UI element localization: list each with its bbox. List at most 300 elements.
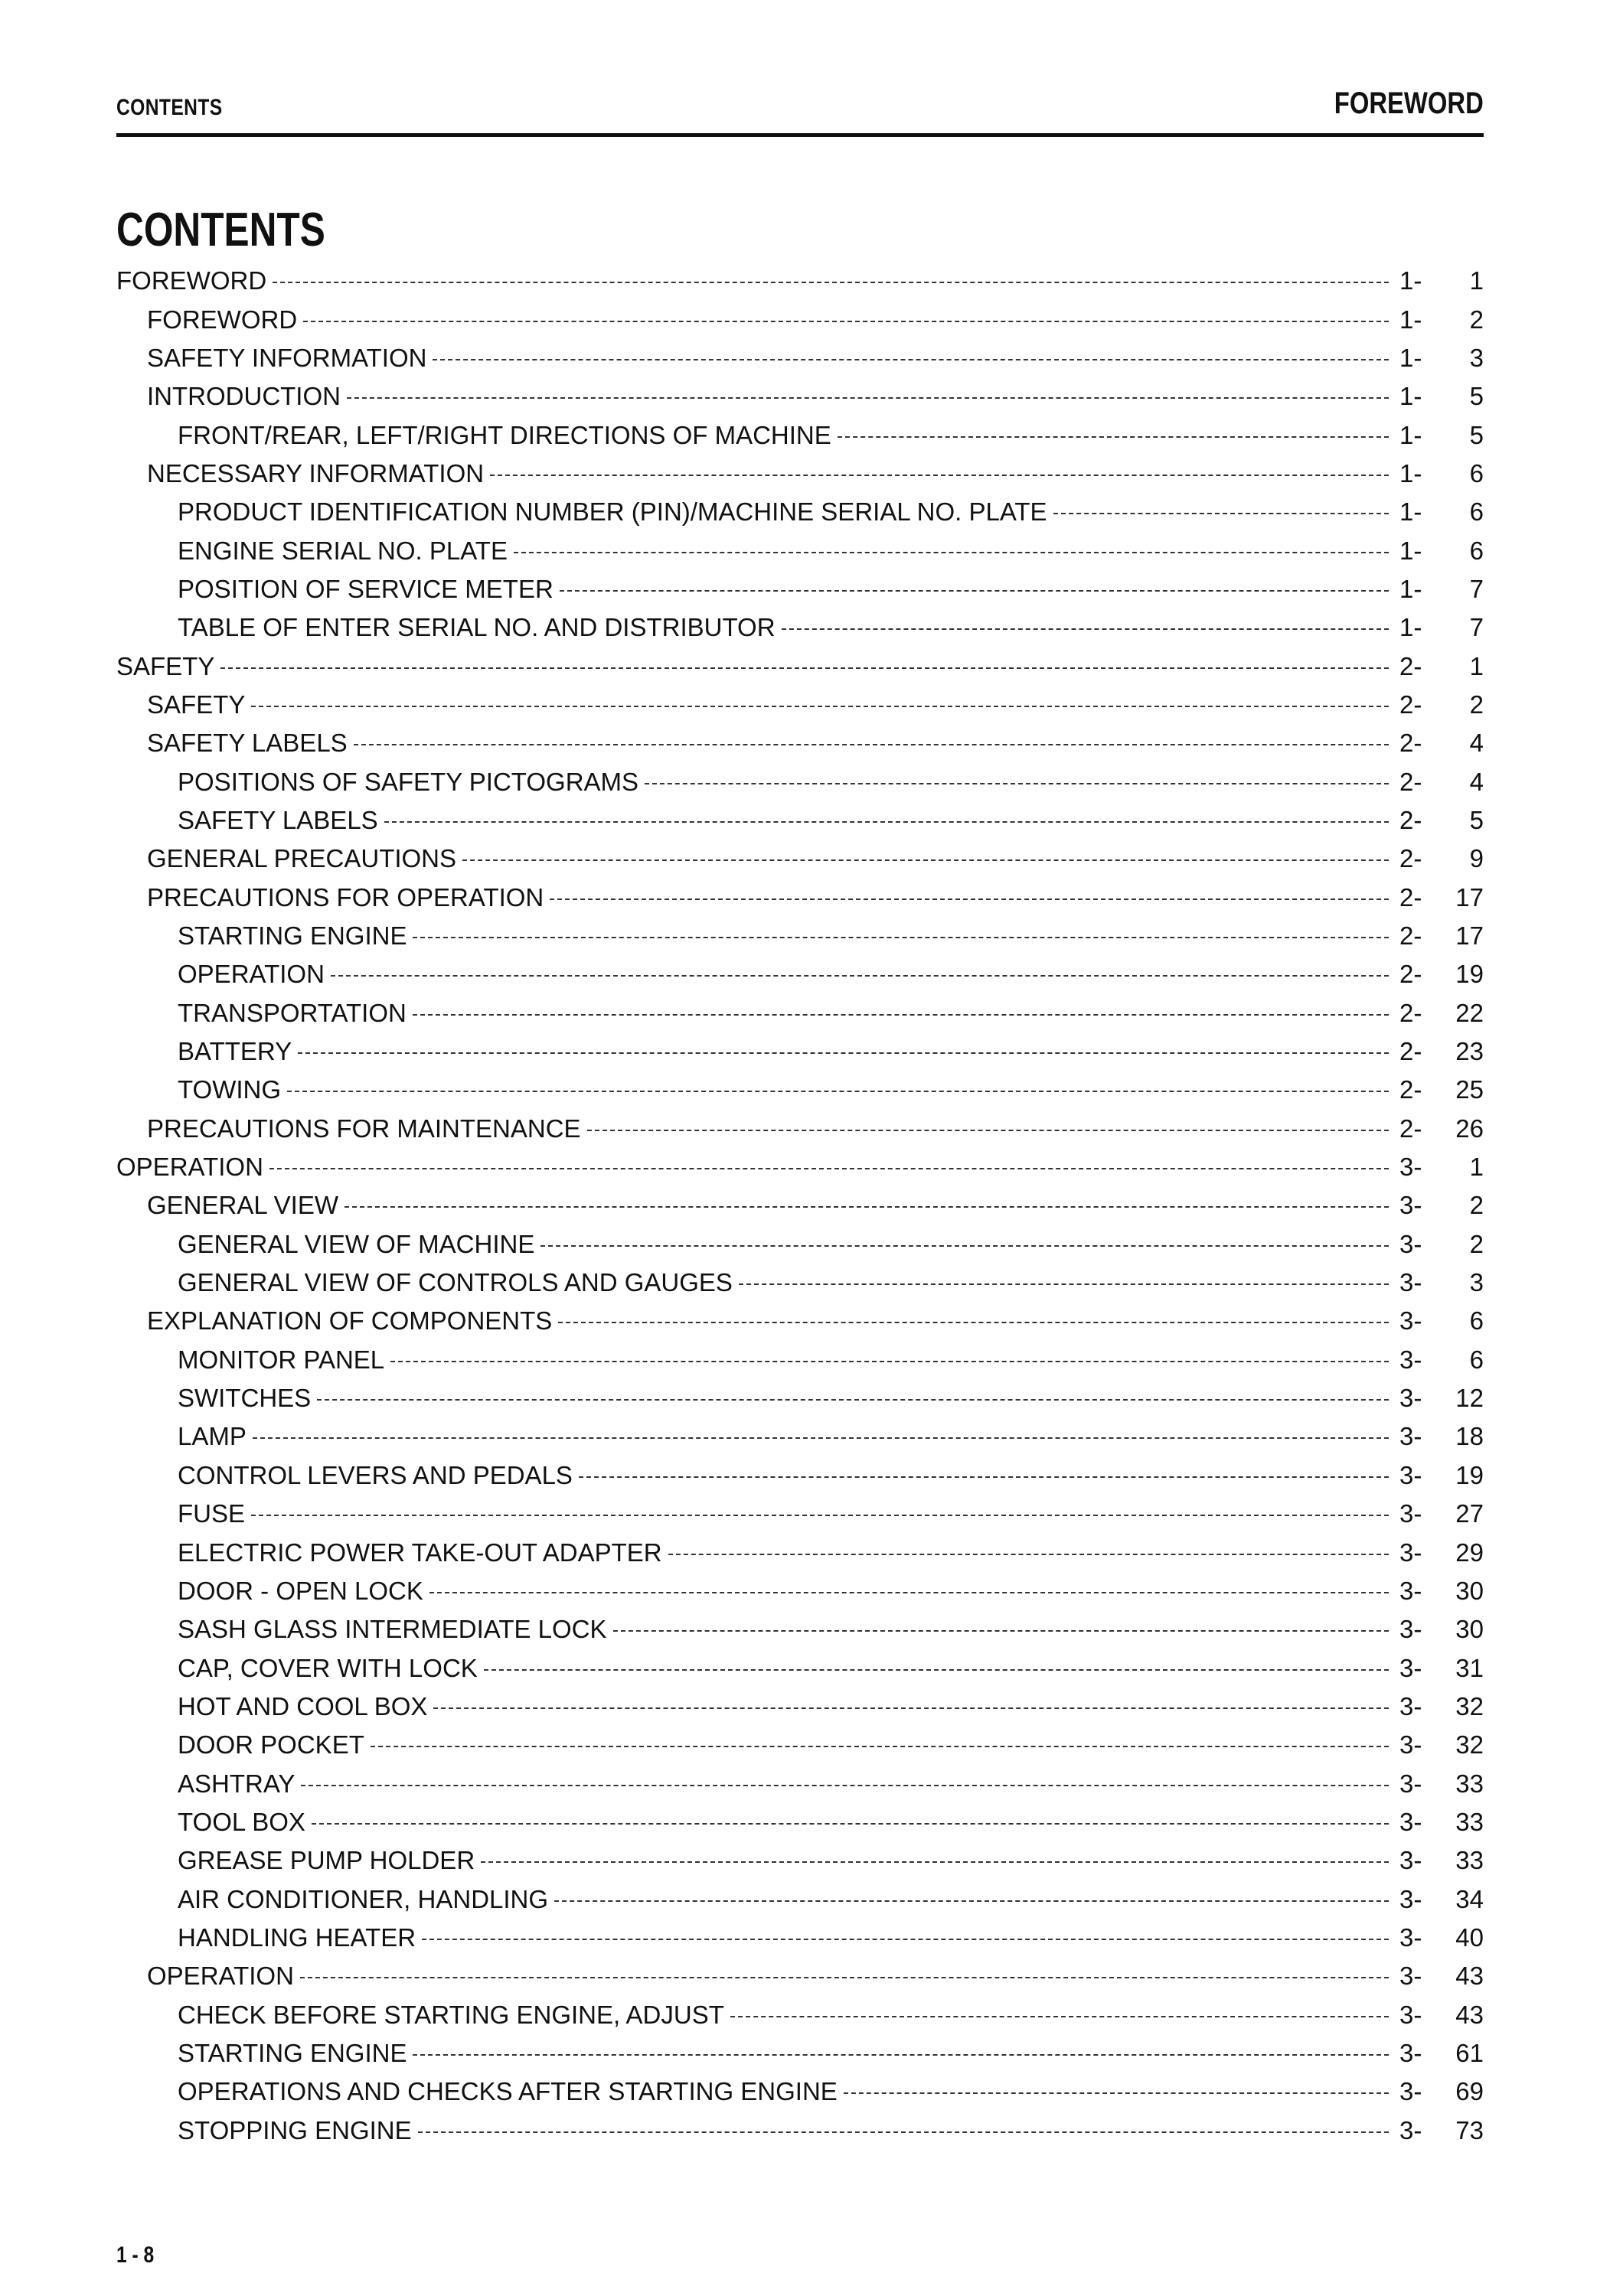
toc-entry-title: DOOR - OPEN LOCK [178,1576,423,1605]
toc-entry-title: FRONT/REAR, LEFT/RIGHT DIRECTIONS OF MACHINE [178,420,831,449]
toc-entry-page-ref [1399,1114,1484,1143]
toc-entry-chapter: 3- [1399,1153,1422,1182]
toc-entry-page-ref [1399,344,1484,373]
toc-entry-title: SAFETY LABELS [178,805,378,834]
toc-entry-page-ref [1399,1461,1484,1490]
toc-entry-chapter: 3- [1399,1923,1422,1952]
toc-entry-page-ref [1399,1306,1484,1336]
toc-entry-page-ref [1399,1037,1484,1066]
toc-entry-page: 43 [1455,1962,1484,1991]
toc-entry-title: AIR CONDITIONER, HANDLING [178,1884,549,1913]
toc-dot-leader [540,1245,1389,1247]
toc-entry-chapter: 1- [1399,420,1422,449]
toc-entry-page: 9 [1469,844,1484,873]
toc-entry-chapter: 3- [1399,1576,1422,1605]
toc-dot-leader [782,628,1389,630]
page-title: CONTENTS [116,204,325,256]
toc-entry-page: 6 [1469,497,1484,527]
toc-entry-page-ref [1399,921,1484,951]
toc-dot-leader [303,321,1389,322]
toc-dot-leader [298,1052,1389,1054]
toc-entry-chapter: 3- [1399,2000,1422,2029]
toc-entry-page: 23 [1455,1037,1484,1066]
toc-entry[interactable] [116,686,1484,724]
toc-entry[interactable] [116,1302,1484,1340]
toc-entry[interactable] [116,1264,1484,1302]
toc-entry[interactable] [116,1726,1484,1764]
toc-entry[interactable] [116,1688,1484,1726]
toc-entry-page-ref [1399,575,1484,604]
toc-entry[interactable] [116,1764,1484,1802]
toc-entry-page-ref [1399,1191,1484,1220]
toc-dot-leader [371,1746,1389,1747]
toc-dot-leader [560,590,1389,592]
toc-entry-title: CONTROL LEVERS AND PEDALS [178,1460,573,1489]
toc-entry-chapter: 1- [1399,266,1422,295]
toc-dot-leader [433,359,1389,360]
toc-entry-title: TOOL BOX [178,1807,305,1836]
toc-entry-page: 26 [1455,1114,1484,1143]
toc-entry-page: 5 [1469,420,1484,449]
toc-dot-leader [301,1785,1389,1786]
toc-entry-chapter: 3- [1399,1884,1422,1913]
toc-entry-page-ref [1399,1692,1484,1721]
toc-entry[interactable] [116,955,1484,993]
toc-entry-chapter: 3- [1399,1345,1422,1374]
toc-entry-page-ref [1399,1538,1484,1567]
toc-entry-page-ref [1399,1730,1484,1760]
toc-dot-leader [838,436,1389,438]
toc-entry-title: TABLE OF ENTER SERIAL NO. AND DISTRIBUTOR [178,613,776,642]
toc-entry-page-ref [1399,1499,1484,1528]
toc-entry[interactable] [116,1957,1484,1995]
toc-entry-title: PRECAUTIONS FOR MAINTENANCE [147,1114,581,1143]
toc-entry-title: LAMP [178,1422,247,1451]
toc-dot-leader [514,552,1389,553]
toc-dot-leader [300,1977,1389,1978]
toc-entry-chapter: 3- [1399,1538,1422,1567]
toc-entry-title: GENERAL PRECAUTIONS [147,844,457,873]
toc-entry-title: MONITOR PANEL [178,1345,385,1374]
toc-entry[interactable] [116,300,1484,338]
toc-entry[interactable] [116,724,1484,762]
toc-entry-page-ref [1399,806,1484,835]
toc-entry-chapter: 3- [1399,1191,1422,1220]
toc-entry[interactable] [116,455,1484,493]
toc-entry-chapter: 1- [1399,574,1422,603]
toc-dot-leader [312,1823,1389,1825]
toc-entry[interactable] [116,1148,1484,1186]
toc-dot-leader [251,1515,1389,1516]
toc-entry-title: OPERATION [116,1153,263,1182]
toc-entry-page: 40 [1455,1923,1484,1952]
toc-entry-page-ref [1399,1808,1484,1837]
toc-entry-title: SAFETY LABELS [147,729,348,758]
toc-dot-leader [269,1168,1389,1169]
toc-entry-chapter: 3- [1399,1229,1422,1258]
toc-entry-chapter: 1- [1399,458,1422,488]
toc-entry-chapter: 2- [1399,1075,1422,1104]
toc-entry-chapter: 2- [1399,921,1422,951]
toc-entry-page-ref [1399,1422,1484,1451]
toc-entry-chapter: 2- [1399,882,1422,912]
toc-entry-chapter: 2- [1399,651,1422,680]
toc-entry-page: 19 [1455,960,1484,989]
toc-entry-title: TRANSPORTATION [178,998,407,1027]
toc-entry[interactable] [116,1841,1484,1880]
toc-entry-chapter: 3- [1399,1422,1422,1451]
toc-entry-title: OPERATIONS AND CHECKS AFTER STARTING ENGINE [178,2077,838,2106]
toc-entry-chapter: 3- [1399,1846,1422,1875]
toc-entry-page-ref [1399,1615,1484,1644]
toc-entry[interactable] [116,262,1484,300]
toc-entry-page-ref [1399,652,1484,681]
toc-dot-leader [251,706,1389,707]
toc-entry-page: 6 [1469,536,1484,565]
toc-entry-title: OPERATION [147,1962,294,1991]
toc-entry[interactable] [116,1803,1484,1841]
toc-entry-page-ref [1399,613,1484,642]
toc-dot-leader [253,1437,1389,1439]
toc-entry-page: 32 [1455,1691,1484,1720]
toc-entry[interactable] [116,879,1484,917]
toc-entry[interactable] [116,840,1484,878]
toc-entry-page-ref [1399,999,1484,1028]
toc-entry[interactable] [116,416,1484,454]
toc-entry[interactable] [116,1919,1484,1957]
toc-entry-page: 69 [1455,2077,1484,2106]
toc-entry-title: SAFETY [147,690,246,719]
toc-entry-page: 2 [1469,1229,1484,1258]
toc-dot-leader [287,1091,1389,1092]
toc-entry-chapter: 1- [1399,343,1422,372]
toc-entry[interactable] [116,1032,1484,1071]
toc-dot-leader [668,1554,1389,1555]
toc-entry-page-ref [1399,1230,1484,1259]
toc-entry[interactable] [116,994,1484,1032]
toc-entry[interactable] [116,1495,1484,1533]
toc-entry-page-ref [1399,690,1484,719]
toc-entry-page: 43 [1455,2000,1484,2029]
running-header-section: CONTENTS [116,95,223,120]
toc-dot-leader [739,1283,1389,1285]
toc-entry-chapter: 1- [1399,382,1422,411]
toc-entry-chapter: 3- [1399,2115,1422,2144]
toc-entry-chapter: 3- [1399,1306,1422,1336]
toc-entry-page: 6 [1469,1306,1484,1336]
toc-entry-title: INTRODUCTION [147,382,341,411]
toc-entry-page-ref [1399,768,1484,797]
toc-entry-chapter: 3- [1399,1730,1422,1760]
toc-dot-leader [317,1399,1389,1401]
toc-entry-title: FUSE [178,1499,246,1528]
toc-entry-title: TOWING [178,1075,282,1104]
toc-entry-title: OPERATION [178,960,325,989]
toc-entry[interactable] [116,1533,1484,1571]
toc-dot-leader [844,2092,1389,2094]
toc-entry-page-ref [1399,497,1484,527]
toc-entry-title: ASHTRAY [178,1769,296,1798]
toc-dot-leader [433,1707,1389,1709]
toc-entry-page: 7 [1469,574,1484,603]
toc-entry[interactable] [116,1456,1484,1495]
toc-entry-page: 32 [1455,1730,1484,1760]
toc-dot-leader [730,2016,1389,2017]
toc-entry-title: BATTERY [178,1037,292,1066]
toc-entry-page-ref [1399,1846,1484,1875]
toc-entry-page-ref [1399,1885,1484,1914]
toc-entry-title: GREASE PUMP HOLDER [178,1846,475,1875]
toc-dot-leader [558,1322,1389,1323]
toc-dot-leader [220,667,1389,669]
toc-entry-page: 33 [1455,1846,1484,1875]
toc-entry-chapter: 3- [1399,1499,1422,1528]
toc-entry-page-ref [1399,1654,1484,1683]
toc-entry-title: SASH GLASS INTERMEDIATE LOCK [178,1615,607,1644]
toc-entry-chapter: 3- [1399,1807,1422,1836]
toc-dot-leader [331,975,1389,977]
toc-entry-title: CAP, COVER WITH LOCK [178,1653,478,1682]
toc-entry[interactable] [116,1880,1484,1918]
toc-entry-page: 31 [1455,1653,1484,1682]
toc-entry-title: SAFETY [116,651,215,680]
toc-entry-page-ref [1399,1075,1484,1104]
toc-dot-leader [481,1861,1389,1863]
toc-entry-page: 2 [1469,305,1484,334]
toc-entry-chapter: 2- [1399,805,1422,834]
toc-entry-page-ref [1399,1345,1484,1375]
toc-entry[interactable] [116,493,1484,531]
toc-entry[interactable] [116,1186,1484,1225]
toc-entry[interactable] [116,2034,1484,2073]
toc-dot-leader [429,1592,1389,1593]
toc-dot-leader [384,821,1389,823]
toc-entry-page: 34 [1455,1884,1484,1913]
toc-entry-page-ref [1399,305,1484,334]
toc-entry-page-ref [1399,421,1484,450]
toc-entry-title: EXPLANATION OF COMPONENTS [147,1306,553,1336]
toc-entry-chapter: 3- [1399,2077,1422,2106]
toc-entry-page-ref [1399,1923,1484,1952]
toc-entry-page-ref [1399,2116,1484,2145]
toc-dot-leader [390,1361,1389,1362]
toc-entry-chapter: 1- [1399,536,1422,565]
toc-entry-page-ref [1399,266,1484,295]
toc-entry-page-ref [1399,1962,1484,1991]
toc-entry-title: GENERAL VIEW OF MACHINE [178,1229,535,1258]
toc-entry-chapter: 3- [1399,2038,1422,2067]
toc-entry[interactable] [116,1225,1484,1264]
toc-entry-page-ref [1399,2001,1484,2030]
toc-entry-page: 30 [1455,1576,1484,1605]
toc-entry-page: 29 [1455,1538,1484,1567]
toc-entry-chapter: 1- [1399,497,1422,527]
toc-entry-title: FOREWORD [147,305,298,334]
toc-entry-chapter: 1- [1399,305,1422,334]
running-header-chapter: FOREWORD [1334,86,1484,120]
toc-entry[interactable] [116,2112,1484,2150]
toc-dot-leader [347,397,1389,399]
toc-entry-title: STOPPING ENGINE [178,2115,412,2144]
toc-entry-title: GENERAL VIEW OF CONTROLS AND GAUGES [178,1268,733,1297]
toc-entry-chapter: 1- [1399,613,1422,642]
toc-dot-leader [579,1476,1389,1478]
toc-entry-title: SWITCHES [178,1384,312,1413]
toc-entry-chapter: 3- [1399,1615,1422,1644]
toc-dot-leader [462,859,1389,861]
toc-dot-leader [587,1130,1389,1131]
toc-entry-chapter: 3- [1399,1653,1422,1682]
toc-entry-title: POSITION OF SERVICE METER [178,574,554,603]
toc-entry-page: 61 [1455,2038,1484,2067]
toc-dot-leader [613,1630,1389,1632]
toc-dot-leader [554,1900,1389,1902]
toc-entry-chapter: 2- [1399,729,1422,758]
toc-entry[interactable] [116,1572,1484,1610]
toc-entry-page-ref [1399,382,1484,411]
toc-entry-page: 33 [1455,1769,1484,1798]
toc-entry-page-ref [1399,1268,1484,1297]
toc-entry-chapter: 2- [1399,998,1422,1027]
toc-entry-page: 73 [1455,2115,1484,2144]
toc-entry-page: 5 [1469,382,1484,411]
toc-entry-page-ref [1399,883,1484,912]
toc-entry-chapter: 3- [1399,1268,1422,1297]
toc-entry[interactable] [116,570,1484,608]
toc-entry-page: 27 [1455,1499,1484,1528]
toc-entry-title: NECESSARY INFORMATION [147,458,485,488]
toc-entry-page: 3 [1469,343,1484,372]
toc-entry-title: HANDLING HEATER [178,1923,416,1952]
toc-entry-title: PRODUCT IDENTIFICATION NUMBER (PIN)/MACHINE SERIAL NO. PLATE [178,497,1047,527]
toc-entry[interactable] [116,531,1484,569]
toc-entry-chapter: 2- [1399,960,1422,989]
toc-dot-leader [413,1014,1389,1016]
toc-entry-page: 33 [1455,1807,1484,1836]
toc-dot-leader [550,899,1389,900]
toc-entry[interactable] [116,1649,1484,1687]
toc-entry-chapter: 3- [1399,1691,1422,1720]
toc-dot-leader [418,2131,1389,2133]
toc-entry-page: 6 [1469,1345,1484,1374]
toc-dot-leader [354,744,1389,745]
toc-entry-title: POSITIONS OF SAFETY PICTOGRAMS [178,767,639,796]
toc-entry-chapter: 2- [1399,1114,1422,1143]
toc-entry[interactable] [116,1071,1484,1109]
toc-entry-page: 19 [1455,1460,1484,1489]
toc-entry-chapter: 2- [1399,767,1422,796]
toc-entry-page-ref [1399,2039,1484,2068]
toc-entry[interactable] [116,339,1484,377]
toc-entry-title: SAFETY INFORMATION [147,343,427,372]
toc-entry-page: 2 [1469,690,1484,719]
toc-entry-title: FOREWORD [116,266,267,295]
toc-entry-title: HOT AND COOL BOX [178,1691,428,1720]
toc-entry-chapter: 3- [1399,1460,1422,1489]
toc-entry[interactable] [116,1379,1484,1417]
toc-entry-chapter: 3- [1399,1769,1422,1798]
toc-entry[interactable] [116,917,1484,955]
header-rule [116,133,1484,137]
toc-entry[interactable] [116,608,1484,647]
toc-entry-chapter: 3- [1399,1384,1422,1413]
toc-entry-chapter: 2- [1399,844,1422,873]
toc-entry[interactable] [116,647,1484,685]
toc-entry-title: STARTING ENGINE [178,2038,407,2067]
toc-entry-page: 2 [1469,1191,1484,1220]
toc-dot-leader [345,1206,1389,1208]
toc-entry-page-ref [1399,1384,1484,1413]
toc-entry-page-ref [1399,536,1484,566]
toc-entry[interactable] [116,2073,1484,2111]
toc-entry-title: GENERAL VIEW [147,1191,338,1220]
toc-entry-page: 4 [1469,729,1484,758]
toc-entry-title: CHECK BEFORE STARTING ENGINE, ADJUST [178,2000,724,2029]
toc-entry[interactable] [116,1417,1484,1456]
toc-entry[interactable] [116,1110,1484,1148]
toc-entry-page: 6 [1469,458,1484,488]
toc-dot-leader [413,2054,1389,2056]
toc-entry-title: ELECTRIC POWER TAKE-OUT ADAPTER [178,1538,662,1567]
toc-entry[interactable] [116,762,1484,801]
toc-dot-leader [645,783,1389,784]
toc-entry-page: 30 [1455,1615,1484,1644]
toc-entry-page-ref [1399,1577,1484,1606]
toc-entry-page: 4 [1469,767,1484,796]
toc-entry-page: 3 [1469,1268,1484,1297]
toc-entry-page: 1 [1469,651,1484,680]
toc-entry[interactable] [116,1341,1484,1379]
toc-entry-page: 1 [1469,1153,1484,1182]
toc-entry-page-ref [1399,844,1484,873]
toc-dot-leader [1053,513,1389,514]
toc-entry-page: 12 [1455,1384,1484,1413]
toc-dot-leader [273,282,1389,283]
toc-entry-page-ref [1399,459,1484,488]
page-number: 1 - 8 [116,2242,155,2268]
toc-dot-leader [484,1669,1389,1671]
toc-entry-page-ref [1399,1153,1484,1182]
toc-entry-page: 25 [1455,1075,1484,1104]
toc-entry-page: 17 [1455,921,1484,951]
toc-entry-title: STARTING ENGINE [178,921,407,951]
toc-entry-chapter: 3- [1399,1962,1422,1991]
toc-entry-chapter: 2- [1399,690,1422,719]
toc-entry-title: DOOR POCKET [178,1730,364,1760]
toc-entry[interactable] [116,377,1484,416]
toc-entry-title: ENGINE SERIAL NO. PLATE [178,536,508,565]
toc-entry-page: 18 [1455,1422,1484,1451]
toc-dot-leader [422,1939,1389,1940]
toc-entry[interactable] [116,1610,1484,1649]
toc-entry-chapter: 2- [1399,1037,1422,1066]
toc-entry-page: 22 [1455,998,1484,1027]
toc-entry[interactable] [116,801,1484,840]
toc-entry-page: 17 [1455,882,1484,912]
toc-entry-page: 1 [1469,266,1484,295]
toc-dot-leader [413,937,1389,938]
table-of-contents [116,262,1484,2150]
toc-dot-leader [490,475,1389,476]
toc-entry-page-ref [1399,729,1484,758]
toc-entry-page: 7 [1469,613,1484,642]
toc-entry-title: PRECAUTIONS FOR OPERATION [147,882,544,912]
toc-entry-page: 5 [1469,805,1484,834]
toc-entry[interactable] [116,1995,1484,2033]
toc-entry-page-ref [1399,960,1484,989]
toc-entry-page-ref [1399,2077,1484,2106]
toc-entry-page-ref [1399,1769,1484,1799]
